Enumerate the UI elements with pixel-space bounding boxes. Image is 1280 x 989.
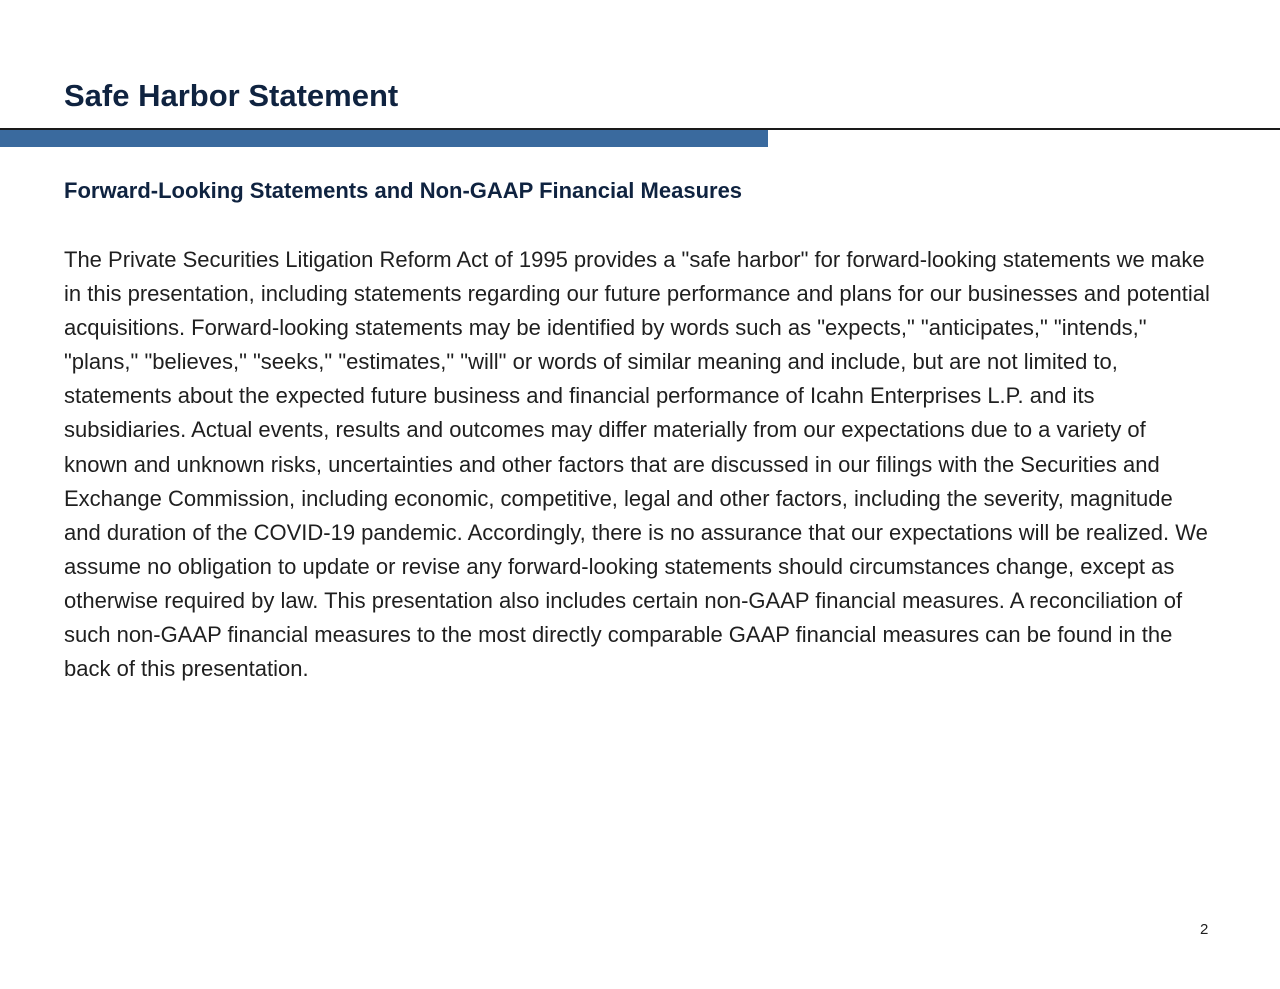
section-heading: Forward-Looking Statements and Non-GAAP Financial Measures <box>64 178 743 203</box>
page-number: 2 <box>1200 921 1209 938</box>
slide-title: Safe Harbor Statement <box>64 78 399 113</box>
body-paragraph: The Private Securities Litigation Reform Act of 1995 provides a "safe harbor" for forward-looking statements we make in this presentation, including statements regarding our future performance and plans for our businesses and potential acquisitions. Forward-looking statements may be identified by words such as "expects," "anticipates," "intends," "plans," "believes," "seeks," "estimates," "will" or words of similar meaning and include, but are not limited to, statements about the expected future business and financial performance of Icahn Enterprises L.P. and its subsidiaries. Actual events, results and outcomes may differ materially from our expectations due to a variety of known and unknown risks, uncertainties and other factors that are discussed in our filings with the Securities and Exchange Commission, including economic, competitive, legal and other factors, including the severity, magnitude and duration of the COVID-19 pandemic. Accordingly, there is no assurance that our expectations will be realized. We assume no obligation to update or revise any forward-looking statements should circumstances change, except as otherwise required by law. This presentation also includes certain non-GAAP financial measures. A reconciliation of such non-GAAP financial measures to the most directly comparable GAAP financial measures can be found in the back of this presentation. <box>64 247 1210 682</box>
title-accent-bar <box>0 130 768 147</box>
title-divider-right-rule <box>768 128 1280 130</box>
